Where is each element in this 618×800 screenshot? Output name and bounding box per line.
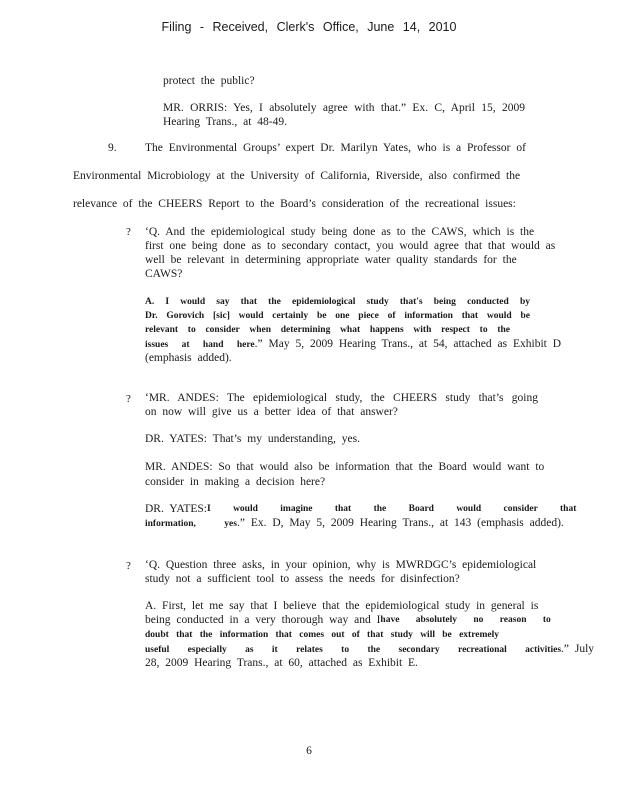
a1-line5: (emphasis added). (145, 352, 232, 364)
q3-emphasis-c: useful especially as it relates to the secondary recreational activities (145, 645, 562, 655)
q1-line2: first one being done as to secondary contact, you would agree that that would as (145, 240, 556, 252)
a1-citation: .” May 5, 2009 Hearing Trans., at 54, attached as Exhibit D (254, 338, 562, 350)
q3-line3: A. First, let me say that I believe that the epidemiological study in general is (145, 600, 539, 612)
bullet-marker: ? (126, 226, 131, 238)
a1-line1: A. I would say that the epidemiological study that's being conducted by (145, 297, 530, 307)
a1-emphasis: issues at hand here (145, 340, 255, 350)
q3-emphasis-a: have absolutely no reason to (380, 615, 551, 625)
paragraph-9-line3: relevance of the CHEERS Report to the Board’s consideration of the recreational issues: (73, 198, 516, 210)
paragraph-9-line1: The Environmental Groups’ expert Dr. Marilyn Yates, who is a Professor of (145, 142, 526, 154)
bullet-marker: ? (126, 393, 131, 405)
page-header: Filing - Received, Clerk's Office, June 14, 2010 (161, 20, 457, 34)
q3-line5: doubt that the information that comes out of that study will be extremely (145, 630, 499, 640)
q2-line1: ‘MR. ANDES: The epidemiological study, the CHEERS study that’s going (145, 392, 538, 404)
q3-citation: .” July (561, 643, 595, 655)
q2-line2: on now will give us a better idea of that answer? (145, 406, 398, 418)
q3-line1: ‘Q. Question three asks, in your opinion, why is MWRDGC’s epidemiological (145, 559, 537, 571)
q2-line4: MR. ANDES: So that would also be information that the Board would want to (145, 461, 545, 473)
q2-citation: .” Ex. D, May 5, 2009 Hearing Trans., at 143 (emphasis added). (236, 517, 564, 529)
q3-line7: 28, 2009 Hearing Trans., at 60, attached as Exhibit E. (145, 657, 418, 669)
a1-line2: Dr. Gorovich [sic] would certainly be one piece of information that would be (145, 311, 530, 321)
q2-line3: DR. YATES: That’s my understanding, yes. (145, 433, 360, 445)
orris-quote-line2: Hearing Trans., at 48-49. (163, 116, 287, 128)
a1-line3: relevant to consider when determining what happens with respect to the (145, 325, 510, 335)
q3-line4 (145, 613, 551, 628)
q1-line1: ‘Q. And the epidemiological study being done as to the CAWS, which is the (145, 226, 535, 238)
q1-line3: well be relevant in determining appropriate water quality standards for the (145, 254, 517, 266)
paragraph-9-line2: Environmental Microbiology at the University of California, Riverside, also confirmed the (73, 170, 521, 182)
bullet-marker: ? (126, 560, 131, 572)
q2-emphasis-b: information, yes (145, 519, 237, 529)
q3-line2: study not a sufficient tool to assess the needs for disinfection? (145, 573, 460, 585)
page-number: 6 (306, 745, 312, 757)
q2-speaker: DR. YATES: (145, 503, 207, 515)
q1-line4: CAWS? (145, 268, 183, 280)
orris-quote-line1: MR. ORRIS: Yes, I absolutely agree with that.” Ex. C, April 15, 2009 (163, 102, 525, 114)
continuation-line: protect the public? (163, 75, 255, 87)
q2-emphasis-a: I would imagine that the Board would consider that (207, 504, 577, 514)
q2-line7 (145, 516, 564, 532)
q2-line6 (145, 502, 577, 517)
q3-text: being conducted in a very thorough way and I (145, 614, 381, 626)
paragraph-number: 9. (108, 142, 117, 154)
q2-line5: consider in making a decision here? (145, 476, 326, 488)
